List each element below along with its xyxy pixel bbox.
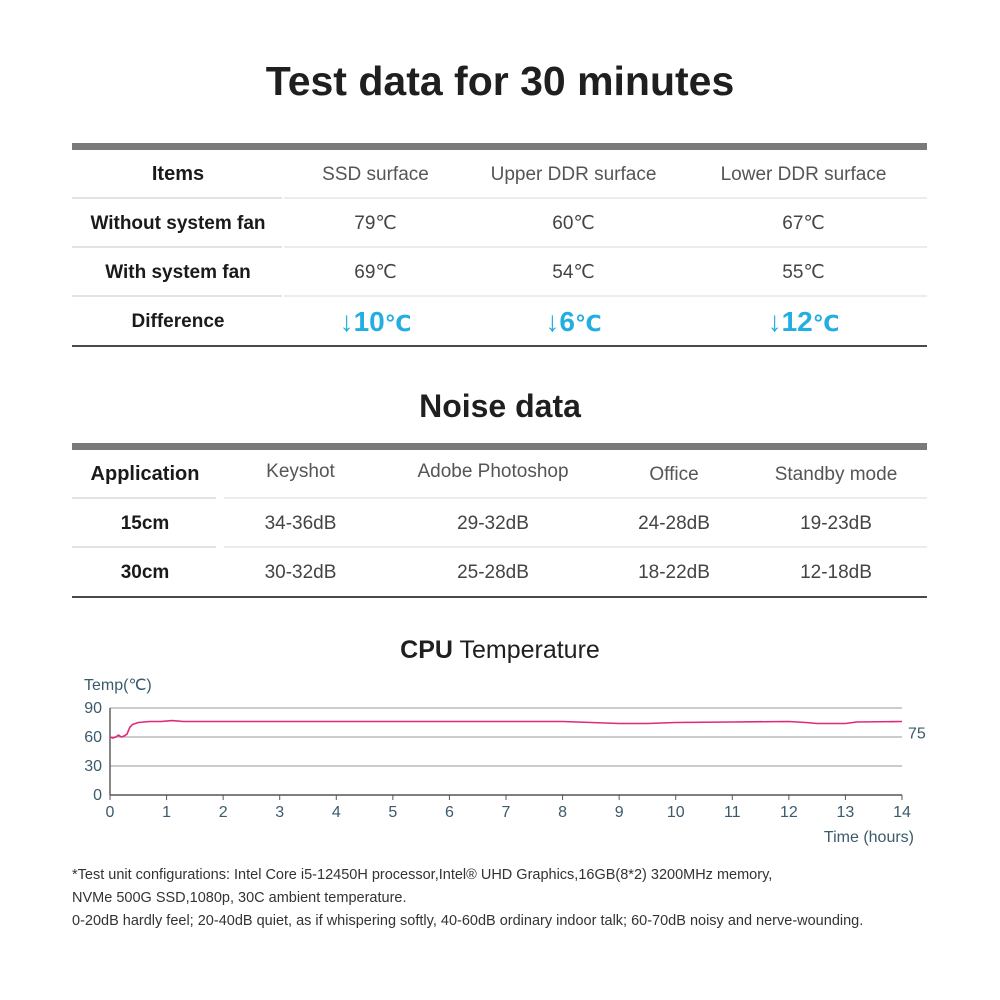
table-cell: 60℃: [552, 213, 595, 234]
x-tick-label: 13: [836, 804, 855, 821]
table-cell: 69℃: [354, 262, 397, 283]
page-title: Test data for 30 minutes: [265, 58, 735, 104]
table-cell: 18-22dB: [638, 562, 710, 583]
cpu-temperature-chart: [0, 670, 1000, 850]
temp-table-row: [72, 248, 927, 297]
table-cell: 54℃: [552, 262, 595, 283]
x-tick-label: 1: [162, 804, 172, 821]
temp-table-difference-row: [72, 297, 927, 346]
down-arrow-icon: ↓: [545, 306, 560, 337]
temp-table-bottom-line: [72, 345, 927, 347]
x-tick-label: 11: [723, 804, 741, 821]
noise-header-office: Office: [649, 464, 699, 485]
difference-lower-ddr: ↓12℃: [767, 306, 840, 337]
x-tick-label: 6: [444, 804, 454, 821]
noise-table-top-bar: [72, 443, 927, 450]
difference-ssd: ↓10℃: [339, 306, 412, 337]
row-label-difference: Difference: [131, 311, 225, 332]
table-cell: 30-32dB: [264, 562, 337, 583]
table-cell: 79℃: [354, 213, 397, 234]
row-label-15cm: 15cm: [120, 513, 170, 534]
temp-header-items: Items: [151, 163, 205, 185]
y-tick-label: 0: [93, 787, 102, 804]
noise-table-row: [72, 548, 927, 597]
noise-header-application: Application: [90, 463, 200, 485]
cpu-chart-title: CPU Temperature: [400, 636, 600, 664]
x-tick-label: 9: [614, 804, 624, 821]
noise-header-photoshop: Adobe Photoshop: [417, 461, 569, 482]
y-axis-label: Temp(℃): [84, 677, 152, 694]
temp-table-row: [72, 199, 927, 248]
temp-header-upper-ddr: Upper DDR surface: [490, 164, 657, 185]
noise-table-bottom-line: [72, 596, 927, 598]
x-axis-label: Time (hours): [823, 829, 914, 846]
table-cell: 19-23dB: [800, 513, 872, 534]
temp-table-top-bar: [72, 143, 927, 150]
difference-upper-ddr: ↓6℃: [545, 306, 602, 337]
x-tick-label: 10: [666, 804, 685, 821]
footnote-config-line2: NVMe 500G SSD,1080p, 30C ambient temperature.: [72, 890, 407, 906]
x-tick-label: 14: [893, 804, 911, 821]
x-tick-label: 2: [218, 804, 228, 821]
x-tick-label: 4: [331, 804, 341, 821]
x-tick-label: 5: [388, 804, 398, 821]
footnote-noise-scale: 0-20dB hardly feel; 20-40dB quiet, as if whispering softly, 40-60dB ordinary indoor talk; 60-70dB noisy and nerve-wounding.: [72, 913, 864, 929]
end-value-label: 75: [908, 725, 926, 743]
down-arrow-icon: ↓: [339, 306, 354, 337]
noise-table-header-row: [72, 450, 927, 499]
table-cell: 12-18dB: [800, 562, 872, 583]
table-cell: 29-32dB: [457, 513, 529, 534]
table-cell: 55℃: [782, 262, 825, 283]
table-cell: 67℃: [782, 213, 825, 234]
noise-header-standby: Standby mode: [774, 464, 898, 485]
y-tick-label: 90: [84, 700, 102, 717]
temp-table-header-row: [72, 150, 927, 199]
row-label-without-fan: Without system fan: [90, 213, 266, 234]
y-tick-label: 30: [84, 758, 102, 775]
row-label-30cm: 30cm: [120, 562, 170, 583]
x-tick-label: 12: [779, 804, 798, 821]
cpu-temperature-line: [110, 721, 902, 738]
noise-header-keyshot: Keyshot: [266, 461, 335, 482]
y-tick-label: 60: [84, 729, 102, 746]
noise-title: Noise data: [419, 388, 581, 424]
temp-header-ssd: SSD surface: [322, 164, 429, 185]
x-tick-label: 7: [501, 804, 511, 821]
table-cell: 25-28dB: [457, 562, 529, 583]
noise-table-row: [72, 499, 927, 548]
x-tick-label: 3: [275, 804, 285, 821]
footnote-config-line1: *Test unit configurations: Intel Core i5-12450H processor,Intel® UHD Graphics,16GB(8*2) 3200MHz memory,: [72, 867, 773, 883]
table-cell: 24-28dB: [638, 513, 710, 534]
x-tick-label: 0: [105, 804, 115, 821]
row-label-with-fan: With system fan: [105, 262, 251, 283]
down-arrow-icon: ↓: [767, 306, 782, 337]
table-cell: 34-36dB: [264, 513, 337, 534]
temp-header-lower-ddr: Lower DDR surface: [720, 164, 887, 185]
x-tick-label: 8: [558, 804, 568, 821]
